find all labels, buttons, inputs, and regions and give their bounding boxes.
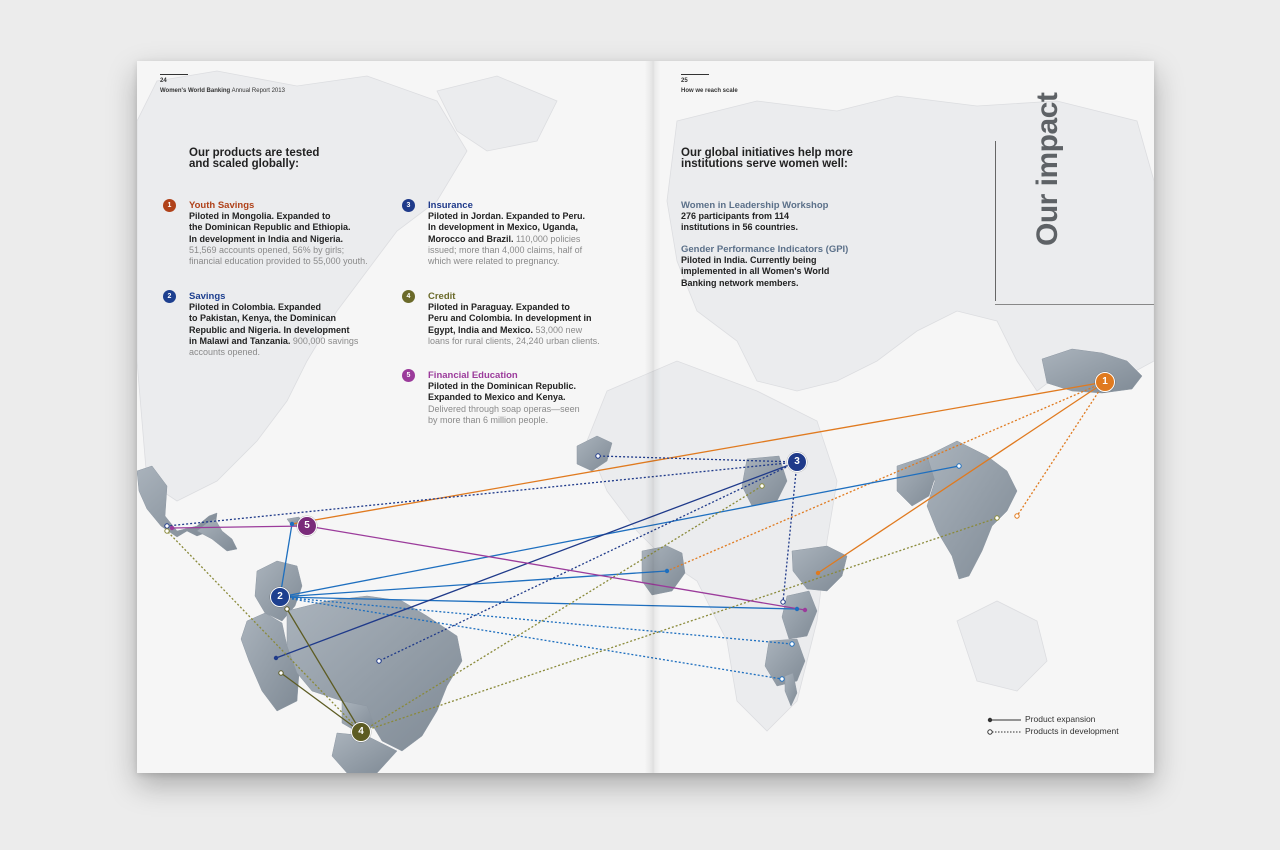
product-savings bbox=[167, 291, 399, 358]
product-description: Piloted in Paraguay. Expanded to Peru and Colombia. In development in Egypt, India and Mexico. 53,000 new loans for rural clients, 24,240 urban clients. bbox=[428, 302, 600, 346]
right-headline: Our global initiatives help more institutions serve women well: bbox=[681, 147, 853, 170]
product-number-badge: 1 bbox=[163, 199, 176, 212]
product-description: Piloted in Mongolia. Expanded to the Dominican Republic and Ethiopia. In development in India and Nigeria. 51,569 accounts opened, 56% by girls; financial education provided to 55,000 youth. bbox=[189, 211, 368, 267]
dotted-line-icon bbox=[987, 728, 1021, 736]
product-description: Piloted in Jordan. Expanded to Peru. In development in Mexico, Uganda, Morocco and Brazil. 110,000 policies issued; more than 4,000 claims, half of which were related to pregnancy. bbox=[428, 211, 586, 267]
product-youth-savings bbox=[167, 200, 399, 267]
country-brazil bbox=[287, 596, 462, 751]
product-description: Piloted in the Dominican Republic. Expanded to Mexico and Kenya. Delivered through soap operas—seen by more than 6 million people. bbox=[428, 381, 580, 425]
running-head-right: How we reach scale bbox=[681, 88, 738, 94]
product-title: Savings bbox=[189, 291, 226, 302]
product-number-badge: 5 bbox=[402, 369, 415, 382]
map-badge-youth-savings: 1 bbox=[1095, 372, 1115, 392]
map-badge-financial-education: 5 bbox=[297, 516, 317, 536]
our-impact-title: Our impact bbox=[1031, 92, 1064, 246]
impact-title: Gender Performance Indicators (GPI) bbox=[681, 244, 849, 255]
product-credit bbox=[406, 291, 638, 347]
running-head-left: Women's World Banking Annual Report 2013 bbox=[160, 88, 285, 94]
impact-description: Piloted in India. Currently being implemented in all Women's World Banking network members. bbox=[681, 255, 830, 288]
product-description: Piloted in Colombia. Expanded to Pakistan, Kenya, the Dominican Republic and Nigeria. In development in Malawi and Tanzania. 900,000 savings accounts opened. bbox=[189, 302, 359, 358]
product-insurance bbox=[406, 200, 638, 267]
product-title: Youth Savings bbox=[189, 200, 255, 211]
impact-women-leadership-workshop bbox=[681, 200, 881, 234]
impact-gender-performance-indicators bbox=[681, 244, 881, 289]
product-financial-education bbox=[406, 370, 638, 426]
vertical-title-rule bbox=[995, 141, 996, 301]
page-number-left: 24 bbox=[160, 78, 167, 84]
product-title: Insurance bbox=[428, 200, 473, 211]
page-number-right: 25 bbox=[681, 78, 688, 84]
page-gutter bbox=[645, 61, 661, 773]
product-title: Credit bbox=[428, 291, 456, 302]
line-youth-savings-india bbox=[1017, 382, 1105, 516]
product-number-badge: 4 bbox=[402, 290, 415, 303]
map-badge-credit: 4 bbox=[351, 722, 371, 742]
impact-title: Women in Leadership Workshop bbox=[681, 200, 829, 211]
left-headline: Our products are tested and scaled globally: bbox=[189, 147, 320, 170]
header-rule-left bbox=[160, 74, 188, 75]
map-badge-savings: 2 bbox=[270, 587, 290, 607]
header-rule-right bbox=[681, 74, 709, 75]
product-title: Financial Education bbox=[428, 370, 518, 381]
section-divider-line bbox=[995, 304, 1154, 305]
country-india bbox=[927, 441, 1017, 579]
map-badge-insurance: 3 bbox=[787, 452, 807, 472]
product-number-badge: 2 bbox=[163, 290, 176, 303]
impact-description: 276 participants from 114 institutions in 56 countries. bbox=[681, 211, 799, 233]
solid-line-icon bbox=[987, 716, 1021, 724]
annual-report-spread: 24 Women's World Banking Annual Report 2013 25 How we reach scale Our products are tested and scaled globally: Our global initiatives help more institutions serve women well: 1 Youth Savings Piloted in Mongolia. Expanded to the Dominican Republic and Ethiopia. In development in India and Nigeria. 51,569 accounts opened, 56% by girls; financial education provided to 55,000 youth. 2 Savings Piloted in Colombia. Expanded to Pakistan, Kenya, the Dominican Republic and Nigeria. In development in Malawi and Tanzania. 900,000 savings accounts opened. 3 Insurance Piloted in Jordan. Expanded to Peru. In development in Mexico, Uganda, Morocco and Brazil. 110,000 policies issued; more than 4,000 claims, half of which were related to pregnancy. 4 Credit Piloted in Paraguay. Expanded to Peru and Colombia. In development in Egypt, India and Mexico. 53,000 new loans for rural clients, 24,240 urban clients. 5 Financial Education Piloted in the Dominican Republic. Expanded to Mexico and Kenya. Delivered through soap operas—seen by more than 6 million people. Women in Leadership Workshop 276 participants from 114 institutions in 56 countries. Gender Performance Indicators (GPI) Piloted in India. Currently being implemented in all Women's World Banking network members. Our impact 1 2 3 4 5 Product expansion Products in development bbox=[137, 61, 1154, 773]
product-number-badge: 3 bbox=[402, 199, 415, 212]
